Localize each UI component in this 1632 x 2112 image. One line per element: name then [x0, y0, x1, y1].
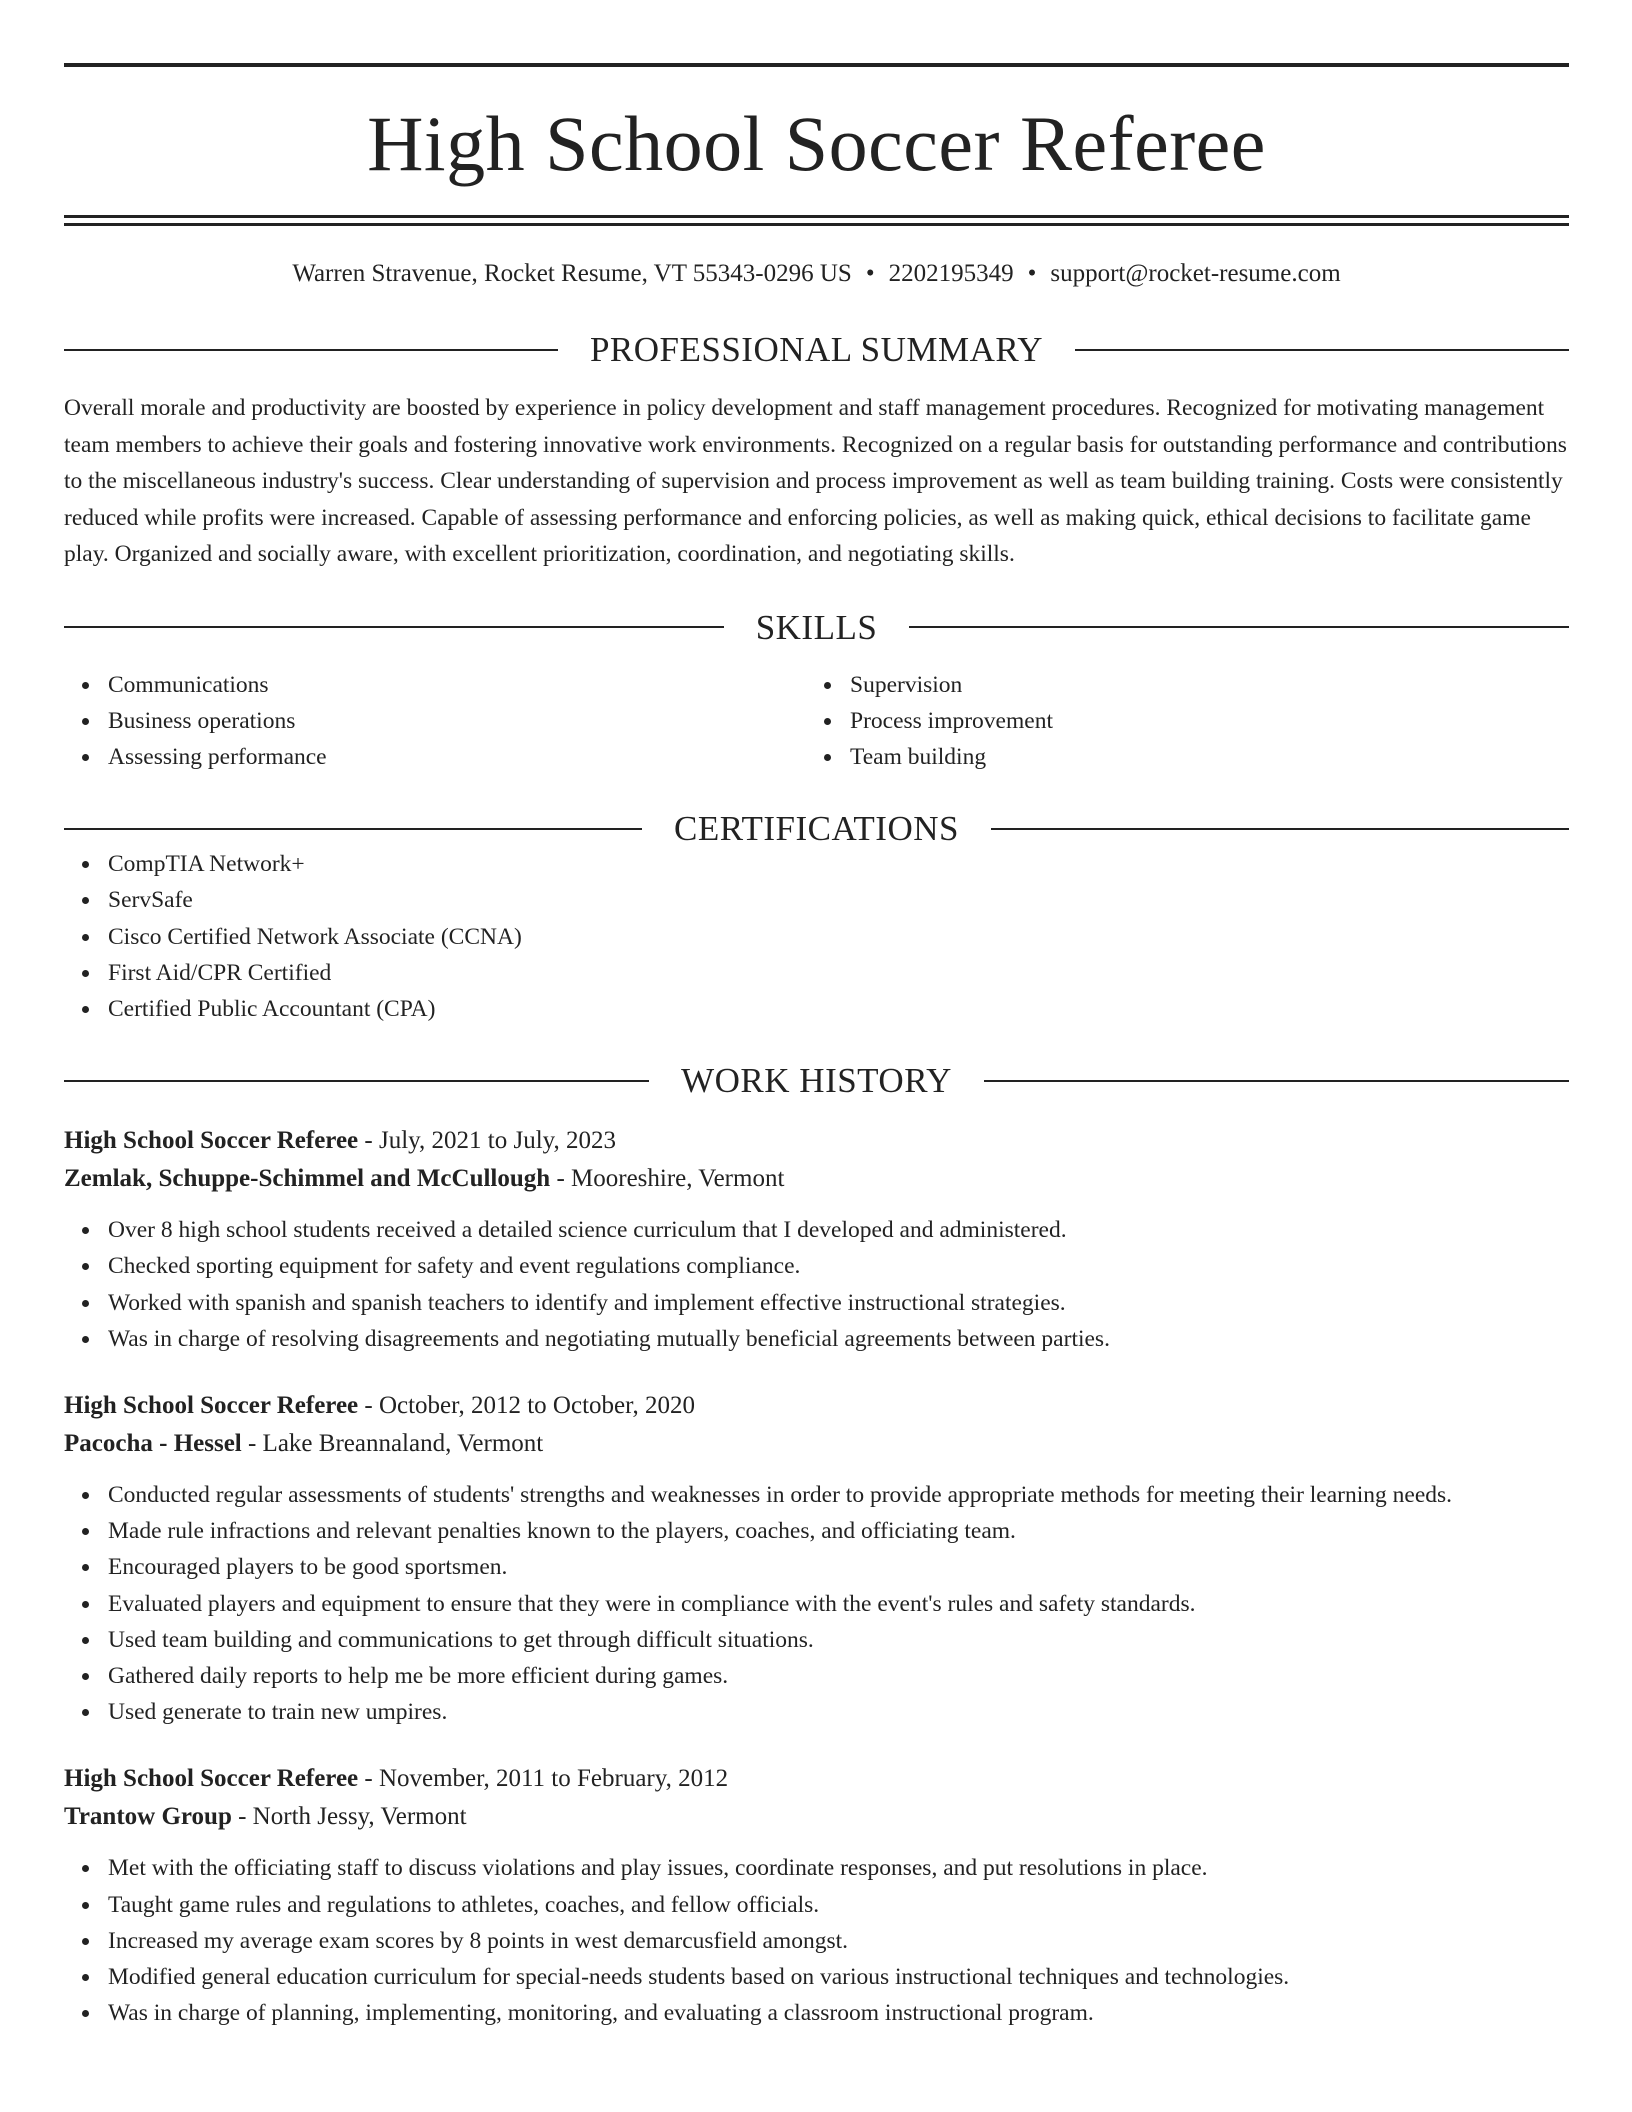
- job-title-line: [64, 1387, 1569, 1425]
- certification-item: ServSafe: [108, 882, 1569, 918]
- section-title: CERTIFICATIONS: [674, 809, 959, 849]
- skills-column-right: [806, 667, 1548, 776]
- job-title: High School Soccer Referee: [64, 1391, 359, 1419]
- job-duties: [64, 1850, 1569, 2031]
- heading-rule: [984, 1080, 1569, 1082]
- skill-item: Business operations: [108, 703, 806, 739]
- job-dates: - July, 2021 to July, 2023: [358, 1127, 617, 1155]
- contact-phone: 2202195349: [888, 260, 1014, 287]
- job-company: Pacocha - Hessel: [64, 1429, 242, 1457]
- duty-item: Encouraged players to be good sportsmen.: [108, 1549, 1569, 1585]
- duty-item: Was in charge of resolving disagreements and negotiating mutually beneficial agreements between parties.: [108, 1321, 1569, 1357]
- job-company-line: [64, 1798, 1569, 1836]
- job-company: Zemlak, Schuppe-Schimmel and McCullough: [64, 1165, 551, 1193]
- work-history-heading: [64, 1061, 1569, 1101]
- certifications-list: [64, 846, 1569, 1027]
- job-company-line: [64, 1425, 1569, 1463]
- duty-item: Checked sporting equipment for safety and event regulations compliance.: [108, 1248, 1569, 1284]
- job-entry: [64, 1387, 1569, 1730]
- duty-item: Conducted regular assessments of students' strengths and weaknesses in order to provide appropriate methods for meeting their learning needs.: [108, 1477, 1569, 1513]
- job-entry: [64, 1760, 1569, 2031]
- skill-item: Communications: [108, 667, 806, 703]
- heading-rule: [64, 1080, 649, 1082]
- skill-item: Supervision: [850, 667, 1548, 703]
- heading-rule: [64, 626, 724, 628]
- job-duties: [64, 1477, 1569, 1730]
- job-entry: [64, 1122, 1569, 1357]
- job-location: - Lake Breannaland, Vermont: [241, 1429, 544, 1457]
- section-title: SKILLS: [755, 607, 878, 647]
- contact-separator: •: [1027, 260, 1037, 287]
- job-company: Trantow Group: [64, 1803, 232, 1831]
- duty-item: Worked with spanish and spanish teachers to identify and implement effective instructional strategies.: [108, 1285, 1569, 1321]
- certification-item: Cisco Certified Network Associate (CCNA): [108, 919, 1569, 955]
- duty-item: Taught game rules and regulations to athletes, coaches, and fellow officials.: [108, 1887, 1569, 1923]
- heading-rule: [991, 828, 1569, 830]
- header-double-rule: [64, 215, 1569, 226]
- heading-rule: [64, 828, 642, 830]
- section-title: PROFESSIONAL SUMMARY: [589, 330, 1044, 369]
- duty-item: Over 8 high school students received a detailed science curriculum that I developed and administered.: [108, 1212, 1569, 1248]
- job-company-line: [64, 1160, 1569, 1198]
- certification-item: First Aid/CPR Certified: [108, 955, 1569, 991]
- section-title: WORK HISTORY: [681, 1061, 952, 1101]
- candidate-name: High School Soccer Referee: [367, 100, 1266, 187]
- duty-item: Was in charge of planning, implementing, monitoring, and evaluating a classroom instructional program.: [108, 1995, 1569, 2031]
- contact-email[interactable]: support@rocket-resume.com: [1050, 260, 1341, 287]
- job-title-line: [64, 1122, 1569, 1160]
- certification-item: CompTIA Network+: [108, 846, 1569, 882]
- summary-heading: [64, 332, 1569, 367]
- contact-separator: •: [865, 260, 875, 287]
- skill-item: Process improvement: [850, 703, 1548, 739]
- duty-item: Modified general education curriculum for special-needs students based on various instructional techniques and technologies.: [108, 1959, 1569, 1995]
- skills-list: [64, 667, 1569, 776]
- job-dates: - October, 2012 to October, 2020: [358, 1391, 695, 1419]
- duty-item: Met with the officiating staff to discuss violations and play issues, coordinate responses, and put resolutions in place.: [108, 1850, 1569, 1886]
- duty-item: Gathered daily reports to help me be more efficient during games.: [108, 1658, 1569, 1694]
- skills-heading: [64, 607, 1569, 647]
- header-top-rule: [64, 63, 1569, 67]
- job-title-line: [64, 1760, 1569, 1798]
- duty-item: Used team building and communications to get through difficult situations.: [108, 1622, 1569, 1658]
- skill-item: Assessing performance: [108, 739, 806, 775]
- skill-item: Team building: [850, 739, 1548, 775]
- certifications-heading: [64, 809, 1569, 849]
- duty-item: Made rule infractions and relevant penalties known to the players, coaches, and officiating team.: [108, 1513, 1569, 1549]
- duty-item: Evaluated players and equipment to ensure that they were in compliance with the event's rules and safety standards.: [108, 1586, 1569, 1622]
- job-location: - North Jessy, Vermont: [231, 1803, 467, 1831]
- heading-rule: [909, 626, 1569, 628]
- heading-rule: [1075, 349, 1569, 351]
- resume-page: [64, 63, 1569, 2031]
- job-dates: - November, 2011 to February, 2012: [358, 1765, 729, 1793]
- contact-address: Warren Stravenue, Rocket Resume, VT 55343-0296 US: [292, 260, 852, 287]
- certification-item: Certified Public Accountant (CPA): [108, 991, 1569, 1027]
- duty-item: Used generate to train new umpires.: [108, 1694, 1569, 1730]
- skills-column-left: [64, 667, 806, 776]
- summary-text: Overall morale and productivity are boosted by experience in policy development and staff management procedures. Recognized for motivating management team members to achieve their goals and fostering innovative work environments. Recognized on a regular basis for outstanding performance and contributions to the miscellaneous industry's success. Clear understanding of supervision and process improvement as well as team building training. Costs were consistently reduced while profits were increased. Capable of assessing performance and enforcing policies, as well as making quick, ethical decisions to facilitate game play. Organized and socially aware, with excellent prioritization, coordination, and negotiating skills.: [64, 395, 1567, 567]
- job-title: High School Soccer Referee: [64, 1765, 359, 1793]
- job-location: - Mooreshire, Vermont: [550, 1165, 785, 1193]
- duty-item: Increased my average exam scores by 8 points in west demarcusfield amongst.: [108, 1923, 1569, 1959]
- contact-line: [64, 259, 1569, 289]
- job-duties: [64, 1212, 1569, 1357]
- job-title: High School Soccer Referee: [64, 1127, 359, 1155]
- heading-rule: [64, 349, 558, 351]
